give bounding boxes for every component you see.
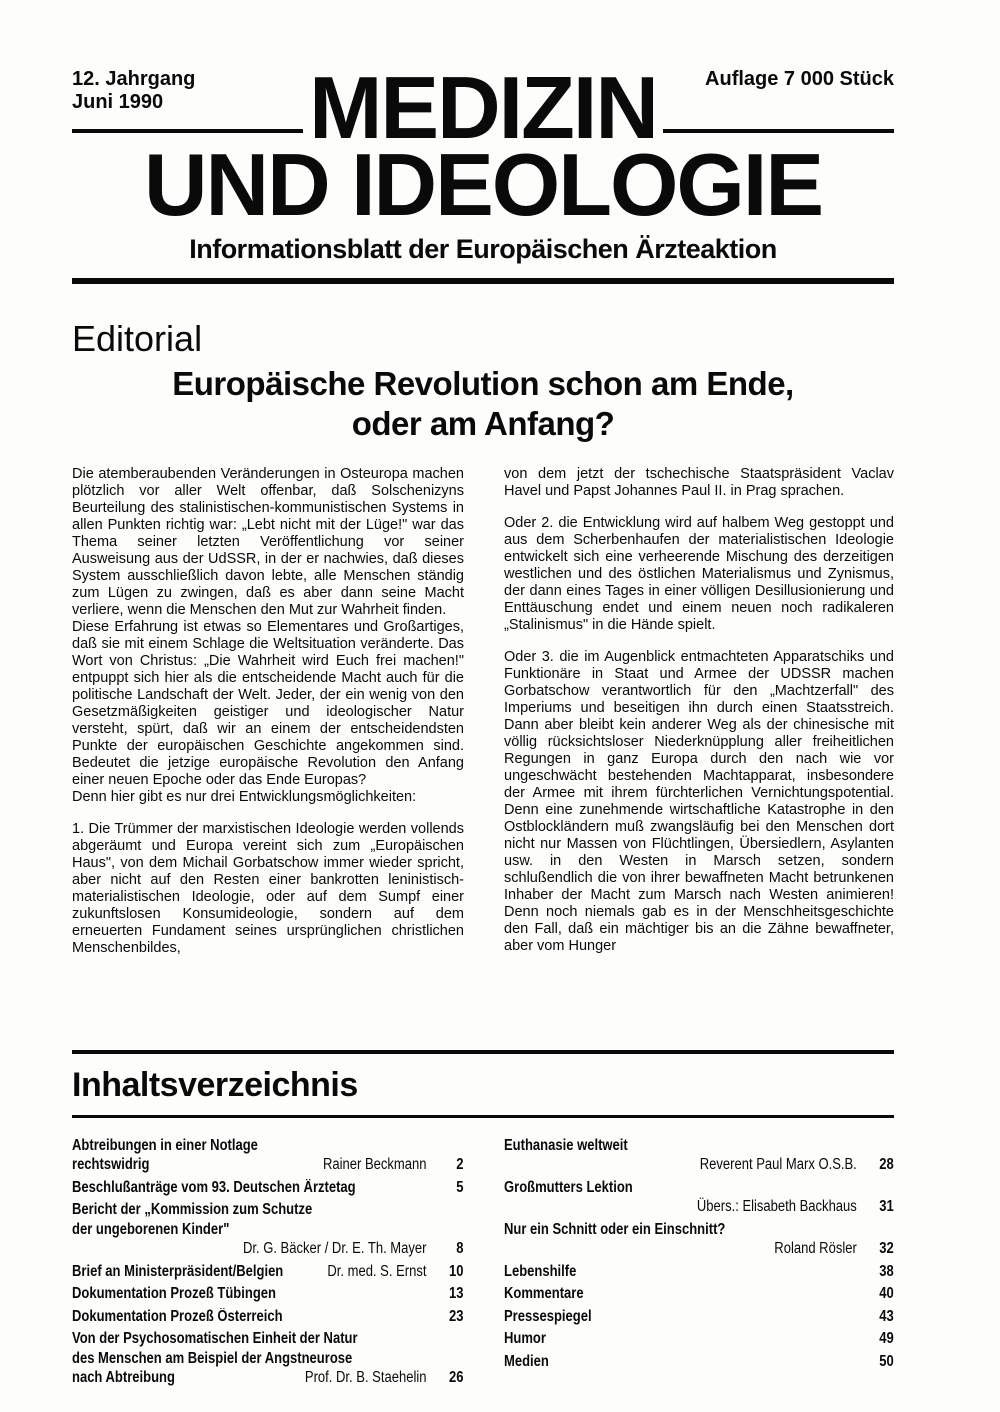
toc-entry [504, 1220, 894, 1259]
toc-entry-title: Beschlußanträge vom 93. Deutschen Ärztetag [72, 1178, 356, 1196]
toc-entry-title: Lebenshilfe [504, 1262, 577, 1280]
publication-title-line2: UND IDEOLOGIE [143, 134, 823, 234]
toc-entry-line-inner [504, 1329, 894, 1349]
toc-entry-page: 5 [456, 1178, 464, 1196]
toc-entry-line [72, 1200, 464, 1220]
toc-entry-line [504, 1329, 894, 1349]
toc-entry-line [504, 1178, 894, 1198]
toc-entry-line [504, 1136, 894, 1156]
toc-entry-title: Medien [504, 1352, 549, 1370]
toc-entry-line-inner [72, 1239, 463, 1259]
toc-entry-line-inner [504, 1197, 894, 1217]
toc-entry [72, 1284, 464, 1304]
editorial-paragraph: Oder 3. die im Augenblick entmachteten Apparatschiks und Funktionäre in Staat und Armee der UDSSR machen Gorbatschow verantwortlich für den „Machtzerfall" des Imperiums und beseitigen ihn durch einen Staatsstreich. Dann aber bleibt kein anderer Weg als der chinesische mit völlig rücksichtsloser Niederknüpplung aller freiheitlichen Regungen in ganz Europa durch den nach wie vor ungeschwächt bestehenden Machtapparat, insbesondere der Armee mit ihrem fürchterlichen Vernichtungspotential. Denn eine zunehmende wirtschaftliche Katastrophe in den Ostblockländern muß zwangsläufig bei den Menschen dort nicht nur Massen von Flüchtlingen, Übersiedlern, Asylanten usw. in den Westen in Marsch setzen, sondern schlußendlich die von ihrer bewaffneten Macht betrunkenen Inhaber der Macht zum Marsch nach Westen animieren! Denn noch niemals gab es in der Menschheitsgeschichte den Fall, daß ein mächtiger bis an die Zähne bewaffneter, aber vom Hunger [504, 648, 894, 954]
toc-entry-line [504, 1352, 894, 1372]
toc-entry [72, 1307, 464, 1327]
toc-entry-title: der ungeborenen Kinder" [72, 1220, 230, 1238]
masthead-rule-left [72, 129, 303, 133]
toc-entry-page: 49 [879, 1330, 894, 1348]
toc-entry-line [72, 1220, 464, 1240]
toc-entry-title: rechtswidrig [72, 1156, 150, 1174]
toc-entry-line-inner [72, 1349, 463, 1369]
editorial-headline [72, 364, 894, 444]
circulation-note: Auflage 7 000 Stück [705, 68, 894, 90]
toc-entry-line-inner [72, 1155, 463, 1175]
toc-entry-line [504, 1284, 894, 1304]
toc-entry-page: 40 [879, 1285, 894, 1303]
editorial-body [72, 466, 894, 1044]
toc-entry-line-inner [504, 1155, 894, 1175]
toc-entry-title: Euthanasie weltweit [504, 1136, 628, 1154]
toc-entry-line [72, 1284, 464, 1304]
toc-entry-line [72, 1239, 464, 1259]
toc-entry-page: 32 [879, 1240, 894, 1258]
toc-entry-line [504, 1155, 894, 1175]
toc-entry-page: 31 [879, 1198, 894, 1216]
divider-under-toc-heading [72, 1115, 894, 1118]
toc-entry [504, 1262, 894, 1282]
toc-entry-page: 28 [879, 1156, 894, 1174]
toc-entry-title: Bericht der „Kommission zum Schutze [72, 1201, 313, 1219]
toc-entry-line [72, 1262, 464, 1282]
toc-entry-line [72, 1368, 464, 1388]
toc-entry-page: 23 [448, 1307, 464, 1325]
toc-entry [72, 1200, 464, 1259]
toc-entry-page: 43 [879, 1307, 894, 1325]
toc-entry-line [504, 1307, 894, 1327]
toc-entry-line [72, 1178, 464, 1198]
toc-entry-page: 38 [879, 1262, 894, 1280]
editorial-headline-line1: Europäische Revolution schon am Ende, [172, 364, 794, 402]
toc-entry-author: Reverent Paul Marx O.S.B. [699, 1156, 857, 1174]
toc-heading: Inhaltsverzeichnis [72, 1065, 358, 1104]
toc-entry-title: des Menschen am Beispiel der Angstneurose [72, 1349, 353, 1367]
toc-entry-line-inner [72, 1368, 463, 1388]
toc-entry-title: Pressespiegel [504, 1307, 592, 1325]
editorial-paragraph: Denn hier gibt es nur drei Entwicklungsmöglichkeiten: [72, 788, 417, 805]
toc-entry-line [504, 1220, 894, 1240]
toc-entry-line-inner [72, 1220, 463, 1240]
editorial-paragraph: Diese Erfahrung ist etwas so Elementares und Großartiges, daß sie mit einem Schlage die Weltsituation veränderte. Das Wort von Christus: „Die Wahrheit wird Euch frei machen!" entpuppt sich hier als die entscheidende Macht auch für die politische Landschaft der Welt. Jeder, der ein wenig von den Gesetzmäßigkeiten geistiger und ideologischer Natur versteht, spürt, daß wir an einem der entscheidendsten Punkte der europäischen Geschichte angekommen sind. Bedeutet die jetzige europäische Revolution den Anfang einer neuen Epoche oder das Ende Europas? [72, 618, 464, 788]
volume-date [72, 68, 195, 114]
toc-entry-page: 8 [456, 1240, 464, 1258]
toc-entry-author: Dr. med. S. Ernst [327, 1262, 427, 1280]
editorial-column-left [72, 466, 464, 1044]
editorial-paragraph: Die atemberaubenden Veränderungen in Osteuropa machen plötzlich vor aller Welt offenbar, daß Solschenizyns Beurteilung des stalinistischen-kommunistischen Systems in allen Punkten richtig war: „Lebt nicht mit der Lüge!" war das Thema seiner letzten Veröffentlichung vor seiner Ausweisung aus der UdSSR, in der er nachwies, daß dieses System ausschließlich davon lebte, alle Menschen ständig zum Lügen zu zwingen, daß es aber dann seine Macht verliere, wenn die Menschen den Mut zur Wahrheit finden. [72, 465, 464, 618]
editorial-headline-line2: oder am Anfang? [351, 404, 615, 442]
toc-entry-line-inner [504, 1262, 894, 1282]
toc-entry [504, 1136, 894, 1175]
toc-entry-line-inner [504, 1136, 894, 1156]
toc-entry-line-inner [72, 1329, 463, 1349]
toc-entry-line [72, 1307, 464, 1327]
toc-entry-line [504, 1197, 894, 1217]
editorial-paragraph: Oder 2. die Entwicklung wird auf halbem Weg gestoppt und aus dem Scherbenhaufen der materialistischen Ideologie entwickelt sich eine verheerende Mischung des derzeitigen westlichen und des östlichen Materialismus und Zynismus, der dann eines Tages in einer völligen Desillusionierung und Enttäuschung endet und einem neuen noch radikaleren „Stalinismus" in die Hände spielt. [504, 514, 894, 633]
toc-entry-page: 13 [448, 1285, 464, 1303]
toc-entry-title: Humor [504, 1330, 546, 1348]
editorial-column-right [504, 466, 894, 1044]
toc [72, 1136, 894, 1391]
toc-entry [504, 1329, 894, 1349]
toc-entry [72, 1329, 464, 1388]
toc-entry-page: 10 [448, 1262, 464, 1280]
toc-entry-line-inner [72, 1262, 463, 1282]
toc-entry-line [504, 1239, 894, 1259]
toc-entry-title: Dokumentation Prozeß Österreich [72, 1307, 283, 1325]
toc-entry-title: Nur ein Schnitt oder ein Einschnitt? [504, 1220, 726, 1238]
toc-entry-title: Von der Psychosomatischen Einheit der Natur [72, 1330, 358, 1348]
toc-entry-author: Übers.: Elisabeth Backhaus [696, 1198, 857, 1216]
toc-entry-title: Großmutters Lektion [504, 1178, 633, 1196]
toc-entry-line [72, 1155, 464, 1175]
toc-entry-line [72, 1329, 464, 1349]
toc-entry-page: 26 [448, 1369, 464, 1387]
toc-entry-line-inner [504, 1352, 894, 1372]
toc-entry [504, 1307, 894, 1327]
masthead-rule-right [663, 129, 894, 133]
toc-column-right [504, 1136, 894, 1391]
toc-entry [72, 1136, 464, 1175]
divider-above-toc [72, 1050, 894, 1054]
toc-entry [72, 1262, 464, 1282]
toc-entry-author: Prof. Dr. B. Staehelin [304, 1369, 427, 1387]
editorial-paragraph: von dem jetzt der tschechische Staatspräsident Vaclav Havel und Papst Johannes Paul II. in Prag sprachen. [504, 465, 894, 499]
toc-entry-line-inner [72, 1136, 463, 1156]
toc-entry-line-inner [72, 1284, 463, 1304]
toc-entry [504, 1284, 894, 1304]
toc-entry-page: 2 [456, 1156, 464, 1174]
toc-entry-line [504, 1262, 894, 1282]
editorial-paragraph: 1. Die Trümmer der marxistischen Ideologie werden vollends abgeräumt und Europa vereint sich zum „Europäischen Haus", von dem Michail Gorbatschow immer wieder spricht, aber nicht auf den Resten einer bankrotten leninistisch-materialistischen Ideologie, oder auf dem Sumpf einer zukunftslosen Konsumideologie, sondern auf dem erneuerten Fundament seines ursprünglichen christlichen Menschenbildes, [72, 820, 464, 956]
toc-entry [504, 1178, 894, 1217]
toc-entry-line-inner [72, 1307, 463, 1327]
toc-entry-title: nach Abtreibung [72, 1369, 175, 1387]
toc-entry-line-inner [72, 1200, 463, 1220]
toc-entry-line [72, 1136, 464, 1156]
divider-under-masthead [72, 278, 894, 284]
toc-entry-line-inner [504, 1284, 894, 1304]
toc-entry-page: 50 [879, 1352, 894, 1370]
issue-date: Juni 1990 [72, 91, 164, 113]
toc-entry [72, 1178, 464, 1198]
toc-entry-title: Brief an Ministerpräsident/Belgien [72, 1262, 284, 1280]
toc-entry-line-inner [504, 1220, 894, 1240]
toc-entry-title: Abtreibungen in einer Notlage [72, 1136, 258, 1154]
volume-line: 12. Jahrgang [72, 68, 196, 90]
publication-subtitle: Informationsblatt der Europäischen Ärzteaktion [189, 233, 777, 264]
toc-entry-line-inner [504, 1178, 894, 1198]
toc-entry-author: Dr. G. Bäcker / Dr. E. Th. Mayer [242, 1240, 427, 1258]
toc-entry-title: Kommentare [504, 1285, 584, 1303]
toc-entry-line-inner [72, 1178, 463, 1198]
section-label-editorial: Editorial [72, 317, 203, 359]
toc-entry-line [72, 1349, 464, 1369]
toc-column-left [72, 1136, 464, 1391]
toc-entry-author: Roland Rösler [774, 1240, 857, 1258]
publication-title-line1: MEDIZIN [309, 58, 657, 157]
toc-entry-author: Rainer Beckmann [322, 1156, 427, 1174]
toc-entry-line-inner [504, 1239, 894, 1259]
masthead [72, 58, 894, 265]
toc-entry [504, 1352, 894, 1372]
toc-entry-title: Dokumentation Prozeß Tübingen [72, 1285, 276, 1303]
toc-entry-line-inner [504, 1307, 894, 1327]
